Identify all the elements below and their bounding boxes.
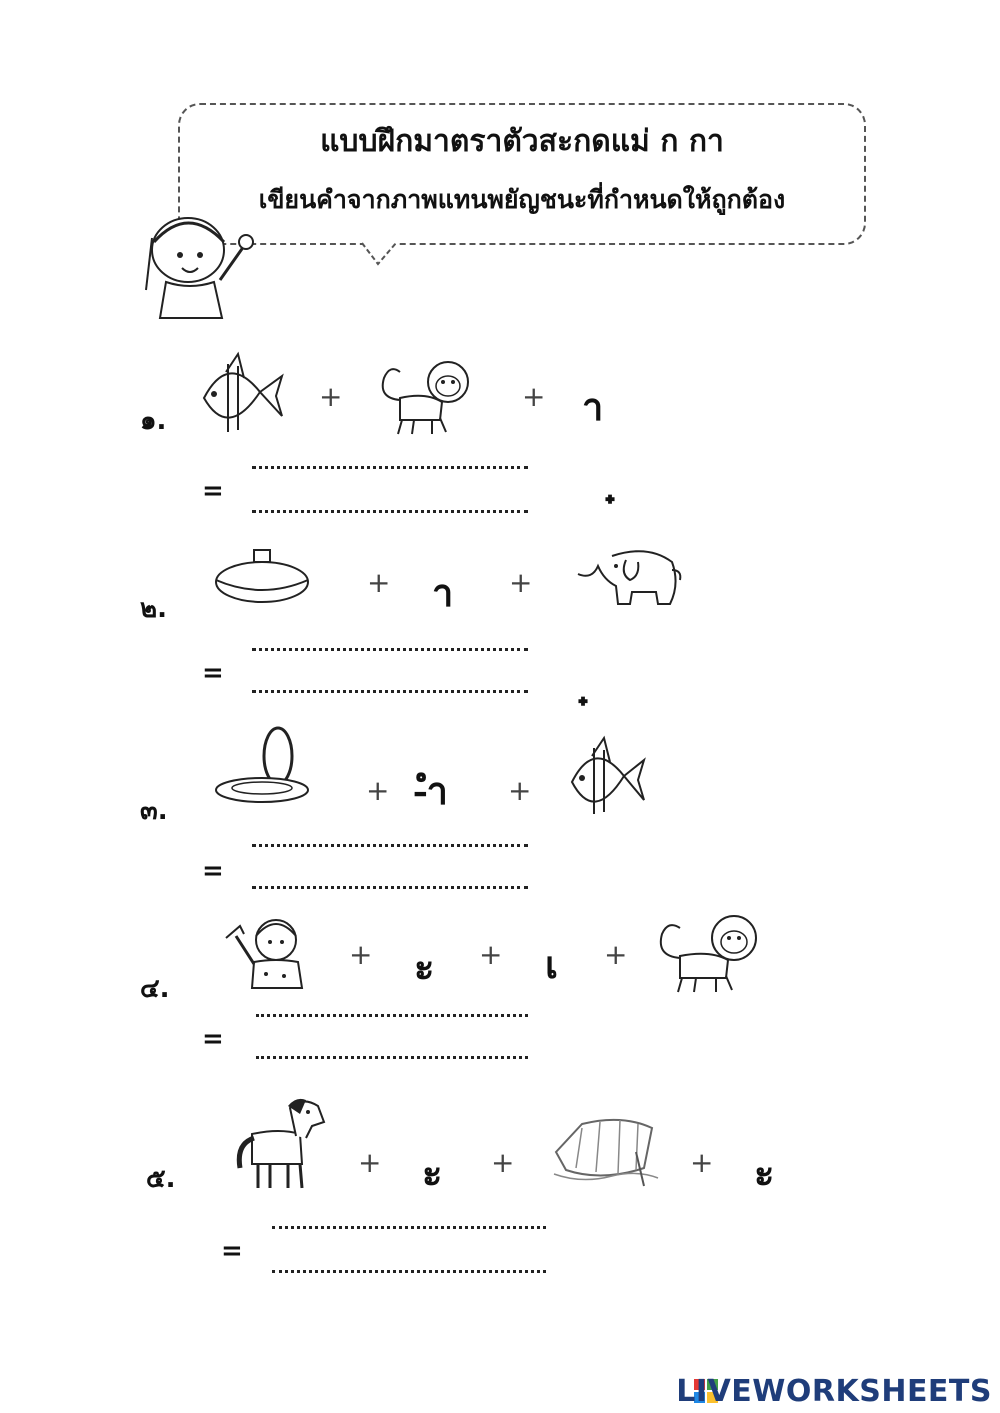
vowel-aa: า [582, 385, 604, 429]
plus-sign: + [358, 1146, 382, 1179]
page-title: แบบฝึกมาตราตัวสะกดแม่ ก กา [320, 124, 724, 159]
answer-line[interactable] [252, 844, 528, 847]
vowel-am: -ำ [414, 769, 448, 813]
plus-sign: + [319, 380, 343, 413]
plate-picture [212, 724, 312, 814]
equals-sign: = [202, 658, 224, 688]
plus-sign: + [604, 938, 628, 971]
exercise-number-3: ๓. [140, 796, 168, 826]
vowel-a: ะ [414, 945, 435, 989]
bubble-tail [360, 242, 400, 268]
equals-sign: = [202, 1024, 224, 1054]
answer-line[interactable] [252, 648, 528, 651]
instruction-text: เขียนคำจากภาพแทนพยัญชนะที่กำหนดให้ถูกต้อง [258, 185, 786, 214]
answer-line[interactable] [252, 690, 528, 693]
plus-sign: + [479, 938, 503, 971]
equals-sign: = [221, 1236, 243, 1266]
plus-sign: + [522, 380, 546, 413]
fish-picture [566, 734, 646, 824]
vowel-e: เ [545, 943, 558, 987]
plus-sign: + [349, 938, 373, 971]
plus-sign: + [690, 1146, 714, 1179]
answer-line[interactable] [256, 1014, 528, 1017]
monkey-picture [654, 912, 764, 996]
plus-sign: + [509, 566, 533, 599]
vowel-aa: า [432, 571, 454, 615]
answer-line[interactable] [272, 1270, 546, 1273]
answer-line[interactable] [256, 1056, 528, 1059]
equals-sign: = [202, 856, 224, 886]
plus-sign: + [366, 774, 390, 807]
vowel-a: ะ [422, 1151, 443, 1195]
boat-picture [552, 1112, 662, 1188]
exercise-number-4: ๔. [140, 974, 170, 1004]
plus-sign: + [491, 1146, 515, 1179]
girl-picture [140, 210, 260, 325]
exercise-number-2: ๒. [140, 594, 168, 624]
monkey-picture [376, 358, 476, 438]
answer-line[interactable] [252, 466, 528, 469]
fish-picture [198, 352, 284, 438]
elephant-picture [568, 540, 688, 610]
soldier-picture [218, 914, 330, 992]
lid-picture [212, 544, 312, 606]
equals-sign: = [202, 476, 224, 506]
answer-line[interactable] [272, 1226, 546, 1229]
plus-sign: + [508, 774, 532, 807]
exercise-number-1: ๑. [140, 406, 167, 436]
vowel-a: ะ [754, 1151, 775, 1195]
plus-sign: + [367, 566, 391, 599]
exercise-number-5: ๕. [146, 1164, 176, 1194]
liveworksheets-brand[interactable]: LIVEWORKSHEETS [676, 1374, 992, 1409]
answer-line[interactable] [252, 886, 528, 889]
horse-picture [230, 1094, 330, 1194]
answer-line[interactable] [252, 510, 528, 513]
